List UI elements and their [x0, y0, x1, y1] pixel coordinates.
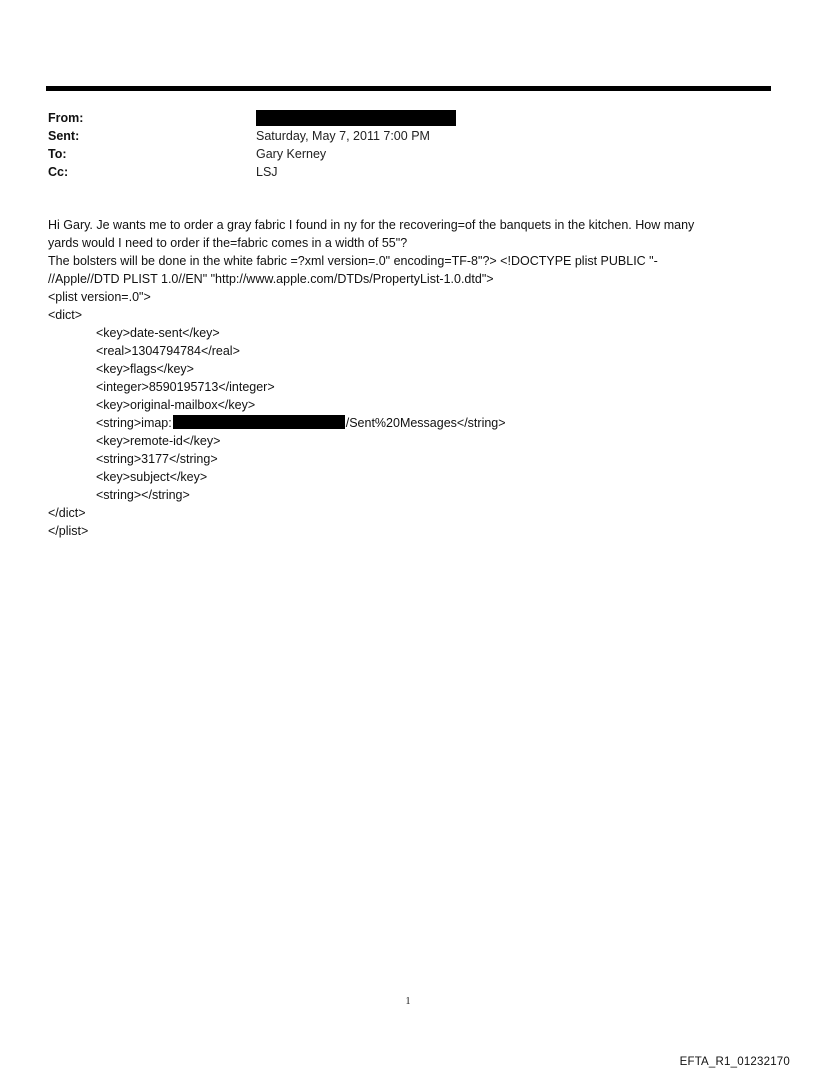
page-number: 1 [405, 996, 411, 1007]
body-line: <dict> [48, 308, 83, 322]
sent-label: Sent: [48, 129, 80, 143]
plist-line: <key>flags</key> [96, 362, 194, 376]
plist-line: <key>remote-id</key> [96, 434, 221, 448]
email-body [48, 216, 778, 540]
to-row [48, 145, 456, 163]
from-redaction [256, 110, 456, 126]
imap-redaction [173, 415, 345, 429]
body-line: yards would I need to order if the=fabric comes in a width of 55"? [48, 236, 408, 250]
cc-value: LSJ [256, 165, 278, 179]
sent-value: Saturday, May 7, 2011 7:00 PM [256, 129, 430, 143]
plist-line: <key>subject</key> [96, 470, 208, 484]
body-line: //Apple//DTD PLIST 1.0//EN" "http://www.apple.com/DTDs/PropertyList-1.0.dtd"> [48, 272, 494, 286]
imap-suffix: /Sent%20Messages</string> [345, 416, 506, 430]
plist-line: <real>1304794784</real> [96, 344, 240, 358]
to-value: Gary Kerney [256, 147, 327, 161]
plist-line: <key>original-mailbox</key> [96, 398, 256, 412]
document-id: EFTA_R1_01232170 [679, 1056, 790, 1068]
sent-row [48, 127, 456, 145]
cc-label: Cc: [48, 165, 69, 179]
plist-line: <string>3177</string> [96, 452, 218, 466]
body-line: </plist> [48, 524, 89, 538]
to-label: To: [48, 147, 67, 161]
imap-prefix: <string>imap: [96, 416, 172, 430]
body-line: <plist version=.0"> [48, 290, 151, 304]
body-line: </dict> [48, 506, 86, 520]
from-row [48, 109, 456, 127]
body-line: Hi Gary. Je wants me to order a gray fabric I found in ny for the recovering=of the banquets in the kitchen. How many [48, 218, 695, 232]
plist-line: <string></string> [96, 488, 190, 502]
email-header [48, 109, 456, 181]
plist-line: <key>date-sent</key> [96, 326, 220, 340]
header-rule [46, 86, 771, 91]
cc-row [48, 163, 456, 181]
body-line: The bolsters will be done in the white fabric =?xml version=.0" encoding=TF-8"?> <!DOCTYPE plist PUBLIC "- [48, 254, 658, 268]
from-label: From: [48, 111, 84, 125]
plist-line: <integer>8590195713</integer> [96, 380, 275, 394]
plist-line-imap [48, 414, 778, 432]
